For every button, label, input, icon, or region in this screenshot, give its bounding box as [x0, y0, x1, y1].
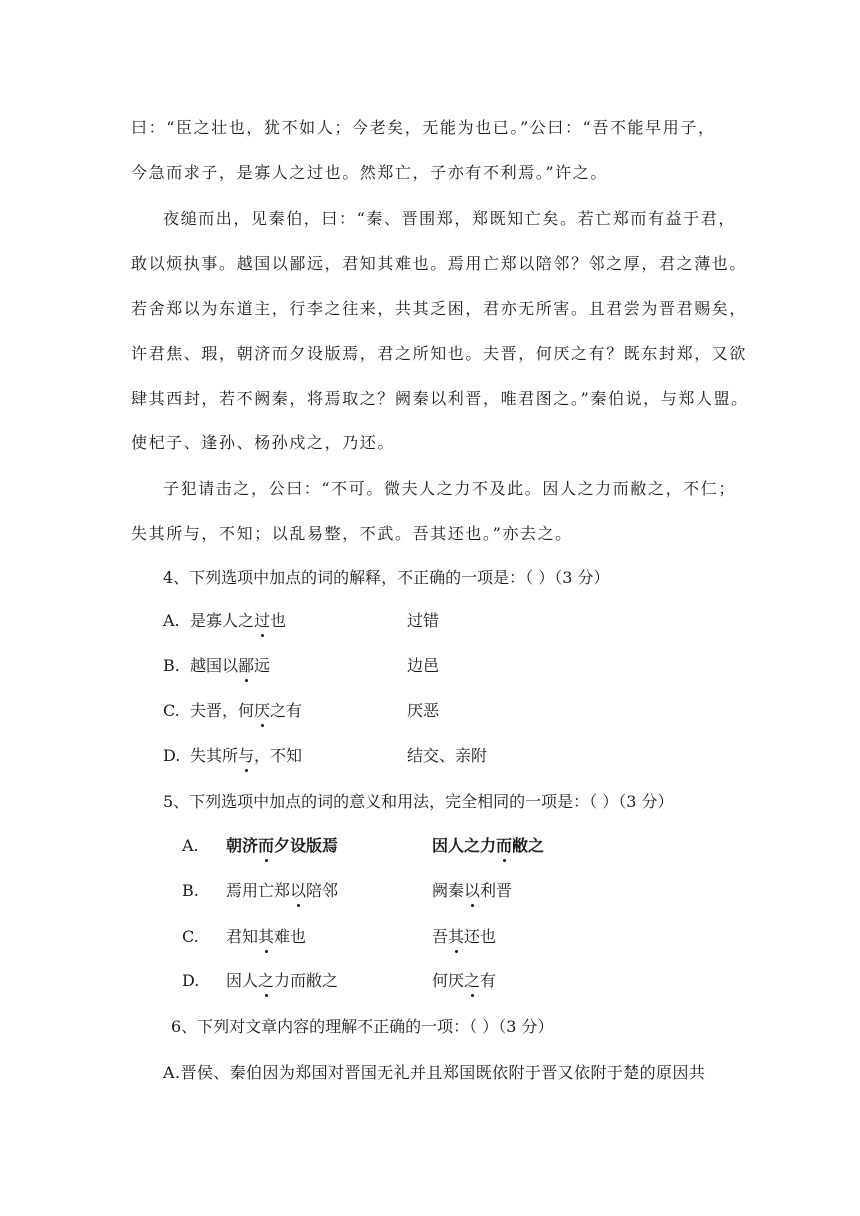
dotted-word: 过 — [254, 611, 271, 630]
dotted-word: 其 — [258, 927, 275, 946]
option-left-text: 朝济而夕设版焉 — [226, 836, 339, 855]
option-answer: 过错 — [407, 611, 440, 630]
passage-line-6: 许君焦、瑕，朝济而夕设版焉，君之所知也。夫晋，何厌之有？既东封郑，又欲 — [131, 344, 748, 363]
dotted-word: 而 — [258, 836, 275, 855]
dotted-word: 而 — [496, 836, 513, 855]
option-letter: B. — [182, 881, 199, 900]
option-right-text: 吾其还也 — [432, 927, 497, 946]
passage-line-4: 敢以烦执事。越国以鄙远，君知其难也。焉用亡郑以陪邻？邻之厚，君之薄也。 — [131, 254, 748, 273]
option-letter: C. — [182, 927, 199, 946]
option-text: 夫晋，何厌之有 — [190, 701, 303, 720]
option-answer: 厌恶 — [407, 701, 440, 720]
question-6-stem: 6、下列对文章内容的理解不正确的一项：（ ）（3 分） — [171, 1017, 554, 1036]
option-right-text: 何厌之有 — [432, 971, 497, 990]
option-letter: D. — [163, 746, 181, 765]
dotted-word: 以 — [290, 881, 307, 900]
dotted-word: 之 — [464, 971, 481, 990]
dotted-word: 以 — [464, 881, 481, 900]
passage-line-8: 使杞子、逢孙、杨孙戍之，乃还。 — [131, 433, 396, 452]
option-text: 越国以鄙远 — [190, 656, 271, 675]
passage-line-2: 今急而求子，是寡人之过也。然郑亡，子亦有不利焉。”许之。 — [131, 163, 608, 182]
option-right-text: 因人之力而敝之 — [432, 836, 545, 855]
option-letter: B. — [163, 656, 180, 675]
passage-line-7: 肆其西封，若不阙秦，将焉取之？阙秦以利晋，唯君图之。”秦伯说，与郑人盟。 — [131, 389, 749, 408]
option-left-text: 焉用亡郑以陪邻 — [226, 881, 339, 900]
dotted-word: 鄙 — [238, 656, 255, 675]
question-6-option-a[interactable]: A.晋侯、秦伯因为郑国对晋国无礼并且郑国既依附于晋又依附于楚的原因共 — [163, 1063, 706, 1082]
passage-line-3: 夜缒而出，见秦伯，曰：“秦、晋围郑，郑既知亡矣。若亡郑而有益于君， — [163, 209, 736, 228]
option-letter: C. — [163, 701, 180, 720]
option-letter: D. — [182, 971, 200, 990]
option-answer: 边邑 — [407, 656, 440, 675]
option-letter: A. — [163, 611, 180, 630]
option-answer: 结交、亲附 — [407, 746, 488, 765]
option-left-text: 因人之力而敝之 — [226, 971, 339, 990]
dotted-word: 厌 — [254, 701, 271, 720]
dotted-word: 其 — [448, 927, 465, 946]
question-4-stem: 4、下列选项中加点的词的解释，不正确的一项是：（ ）（3 分） — [163, 568, 610, 587]
passage-line-1: 曰：“臣之壮也，犹不如人；今老矣，无能为也已。”公曰：“吾不能早用子， — [131, 118, 716, 137]
passage-line-9: 子犯请击之，公曰：“不可。微夫人之力不及此。因人之力而敝之，不仁； — [163, 479, 736, 498]
option-letter: A. — [182, 836, 199, 855]
passage-line-5: 若舍郑以为东道主，行李之往来，共其乏困，君亦无所害。且君尝为晋君赐矣， — [131, 299, 748, 318]
option-text: 失其所与，不知 — [190, 746, 303, 765]
dotted-word: 之 — [258, 971, 275, 990]
dotted-word: 与 — [238, 746, 255, 765]
option-right-text: 阙秦以利晋 — [432, 881, 513, 900]
question-5-stem: 5、下列选项中加点的词的意义和用法，完全相同的一项是：（ ）（3 分） — [163, 792, 674, 811]
option-text: 是寡人之过也 — [190, 611, 287, 630]
passage-line-10: 失其所与，不知；以乱易整，不武。吾其还也。”亦去之。 — [131, 524, 573, 543]
option-left-text: 君知其难也 — [226, 927, 307, 946]
